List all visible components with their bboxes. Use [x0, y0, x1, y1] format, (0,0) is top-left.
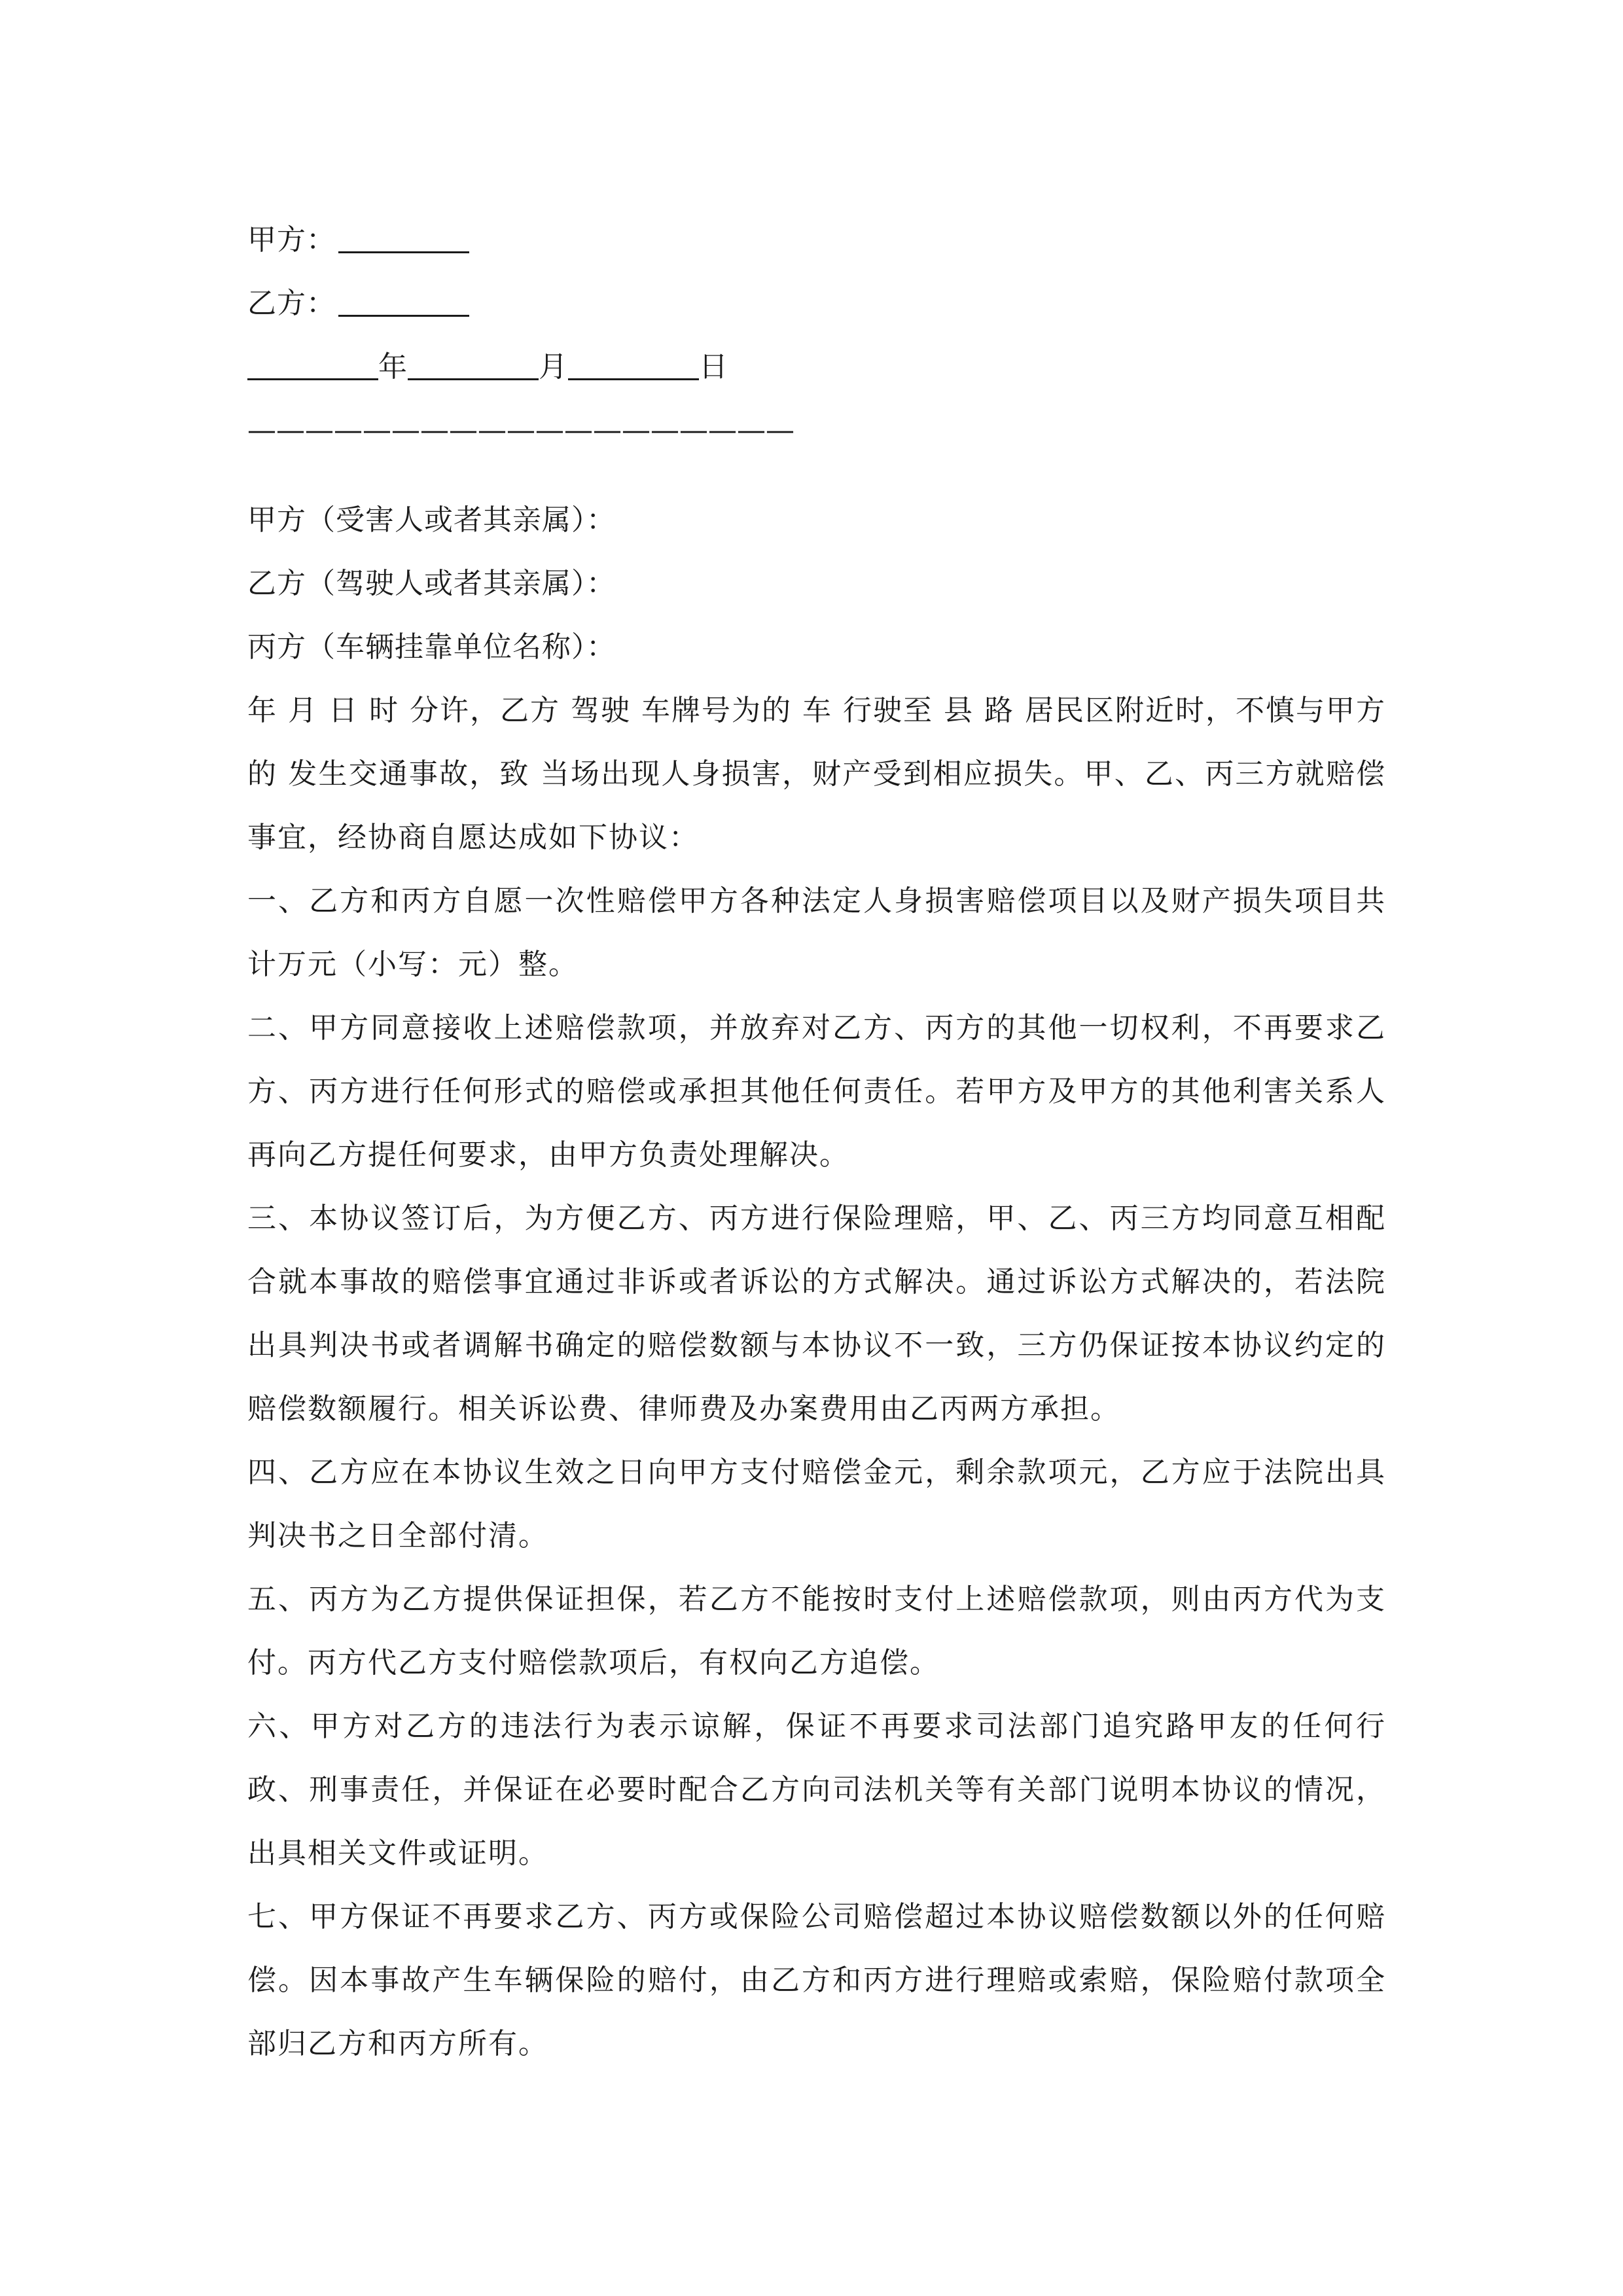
party-b-blank	[338, 286, 469, 317]
party-a-blank	[338, 223, 469, 253]
paragraph-preamble: 年 月 日 时 分许，乙方 驾驶 车牌号为的 车 行驶至 县 路 居民区附近时，不慎与甲方的 发生交通事故，致 当场出现人身损害，财产受到相应损失。甲、乙、丙三方就赔偿事宜，经协商自愿达成如下协议：	[247, 694, 1386, 854]
spacer	[247, 462, 1386, 488]
document-page	[247, 208, 1386, 2075]
day-label: 日	[699, 350, 728, 384]
month-blank	[408, 350, 539, 380]
year-blank	[247, 350, 378, 380]
party-c-description: 丙方（车辆挂靠单位名称）：	[247, 630, 616, 664]
paragraph-clause-1: 一、乙方和丙方自愿一次性赔偿甲方各种法定人身损害赔偿项目以及财产损失项目共计万元（小写：元）整。	[247, 884, 1386, 981]
party-b-signature-line	[247, 272, 1386, 335]
separator-rule: ———————————————————	[247, 414, 794, 447]
month-label: 月	[539, 350, 568, 384]
party-b-description: 乙方（驾驶人或者其亲属）：	[247, 567, 616, 600]
paragraph-clause-5: 五、丙方为乙方提供保证担保，若乙方不能按时支付上述赔偿款项，则由丙方代为支付。丙方代乙方支付赔偿款项后，有权向乙方追偿。	[247, 1583, 1386, 1679]
year-label: 年	[378, 350, 408, 384]
paragraph-clause-2: 二、甲方同意接收上述赔偿款项，并放弃对乙方、丙方的其他一切权利，不再要求乙方、丙方进行任何形式的赔偿或承担其他任何责任。若甲方及甲方的其他利害关系人再向乙方提任何要求，由甲方负责处理解决。	[247, 1011, 1386, 1172]
party-a-description: 甲方（受害人或者其亲属）：	[247, 503, 616, 537]
day-blank	[568, 350, 699, 380]
paragraph-clause-6: 六、甲方对乙方的违法行为表示谅解，保证不再要求司法部门追究路甲友的任何行政、刑事责任，并保证在必要时配合乙方向司法机关等有关部门说明本协议的情况，出具相关文件或证明。	[247, 1710, 1386, 1870]
paragraph-clause-4: 四、乙方应在本协议生效之日向甲方支付赔偿金元，剩余款项元，乙方应于法院出具判决书之日全部付清。	[247, 1456, 1386, 1552]
paragraph-clause-3: 三、本协议签订后，为方便乙方、丙方进行保险理赔，甲、乙、丙三方均同意互相配合就本事故的赔偿事宜通过非诉或者诉讼的方式解决。通过诉讼方式解决的，若法院出具判决书或者调解书确定的赔偿数额与本协议不一致，三方仍保证按本协议约定的赔偿数额履行。相关诉讼费、律师费及办案费用由乙丙两方承担。	[247, 1202, 1386, 1426]
party-a-signature-line	[247, 208, 1386, 272]
paragraph-clause-7: 七、甲方保证不再要求乙方、丙方或保险公司赔偿超过本协议赔偿数额以外的任何赔偿。因本事故产生车辆保险的赔付，由乙方和丙方进行理赔或索赔，保险赔付款项全部归乙方和丙方所有。	[247, 1900, 1386, 2060]
party-a-label: 甲方：	[247, 223, 336, 257]
party-b-label: 乙方：	[247, 287, 336, 320]
date-line	[247, 335, 1386, 399]
